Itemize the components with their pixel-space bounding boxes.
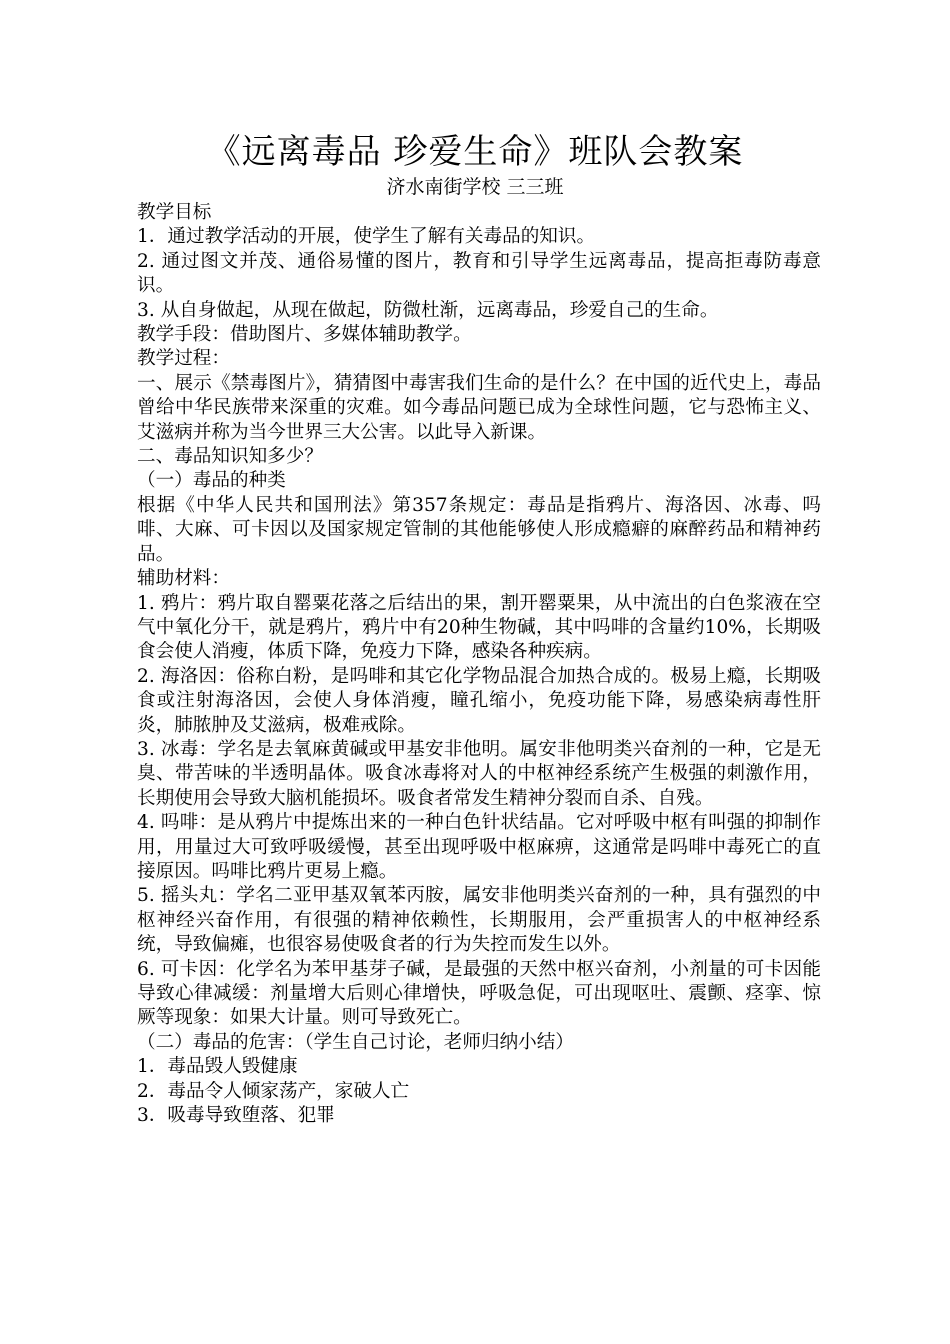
document-body [137, 201, 821, 1128]
document-subtitle: 济水南街学校 三三班 [386, 176, 564, 198]
drug-item-heroin: 2. 海洛因：俗称白粉，是吗啡和其它化学物品混合加热合成的。极易上瘾，长期吸食或注射海洛因，会使人身体消瘦，瞳孔缩小，免疫功能下降，易感染病毒性肝炎，肺脓肿及艾滋病，极难戒除。 [137, 665, 821, 736]
harm-item-2: 2．毒品令人倾家荡产，家破人亡 [137, 1080, 410, 1102]
auxiliary-materials-heading: 辅助材料： [137, 568, 230, 590]
goal-item-3: 3. 从自身做起，从现在做起，防微杜渐，远离毒品，珍爱自己的生命。 [137, 299, 719, 321]
section-heading-goals: 教学目标 [137, 202, 212, 223]
teaching-means: 教学手段：借助图片、多媒体辅助教学。 [137, 324, 472, 346]
harm-item-1: 1．毒品毁人毁健康 [137, 1056, 298, 1078]
law-definition-paragraph: 根据《中华人民共和国刑法》第357条规定：毒品是指鸦片、海洛因、冰毒、吗啡、大麻、可卡因以及国家规定管制的其他能够使人形成瘾癖的麻醉药品和精神药品。 [137, 494, 821, 565]
drug-item-morphine: 4. 吗啡：是从鸦片中提炼出来的一种白色针状结晶。它对呼吸中枢有叫强的抑制作用，用量过大可致呼吸缓慢，甚至出现呼吸中枢麻痹，这通常是吗啡中毒死亡的直接原因。吗啡比鸦片更易上瘾。 [137, 812, 821, 882]
drug-item-ecstasy: 5. 摇头丸：学名二亚甲基双氧苯丙胺，属安非他明类兴奋剂的一种，具有强烈的中枢神经兴奋作用，有很强的精神依赖性，长期服用，会严重损害人的中枢神经系统，导致偏瘫，也很容易使吸食者的行为失控而发生以外。 [137, 885, 821, 956]
process-intro-paragraph: 一、展示《禁毒图片》，猜猜图中毒害我们生命的是什么？在中国的近代史上，毒品曾给中华民族带来深重的灾难。如今毒品问题已成为全球性问题，它与恐怖主义、艾滋病并称为当今世界三大公害。以此导入新课。 [137, 372, 821, 443]
goal-item-1: 1．通过教学活动的开展，使学生了解有关毒品的知识。 [137, 226, 596, 248]
subsection-heading-types: （一）毒品的种类 [137, 470, 286, 492]
drug-item-opium: 1. 鸦片：鸦片取自罂粟花落之后结出的果，割开罂粟果，从中流出的白色浆液在空气中氧化分干，就是鸦片，鸦片中有20种生物碱，其中吗啡的含量约10%，长期吸食会使人消瘦，体质下降，免疫力下降，感染各种疾病。 [137, 592, 821, 663]
document-title: 《远离毒品 珍爱生命》班队会教案 [206, 132, 744, 172]
harm-item-3: 3．吸毒导致堕落、犯罪 [137, 1105, 335, 1127]
drug-item-cocaine: 6. 可卡因：化学名为苯甲基芽子碱，是最强的天然中枢兴奋剂，小剂量的可卡因能导致心律减缓：剂量增大后则心律增快，呼吸急促，可出现呕吐、震颤、痉挛、惊厥等现象：如果大计量。则可导致死亡。 [137, 958, 821, 1029]
section-heading-process: 教学过程： [137, 348, 230, 370]
drug-item-meth: 3. 冰毒：学名是去氧麻黄碱或甲基安非他明。属安非他明类兴奋剂的一种，它是无臭、带苦味的半透明晶体。吸食冰毒将对人的中枢神经系统产生极强的刺激作用，长期使用会导致大脑机能损坏。吸食者常发生精神分裂而自杀、自残。 [137, 738, 821, 809]
goal-item-2: 2. 通过图文并茂、通俗易懂的图片，教育和引导学生远离毒品，提高拒毒防毒意识。 [137, 250, 821, 297]
section-heading-knowledge: 二、毒品知识知多少？ [137, 446, 323, 468]
subsection-heading-harms: （二）毒品的危害：（学生自己讨论，老师归纳小结） [137, 1031, 574, 1053]
